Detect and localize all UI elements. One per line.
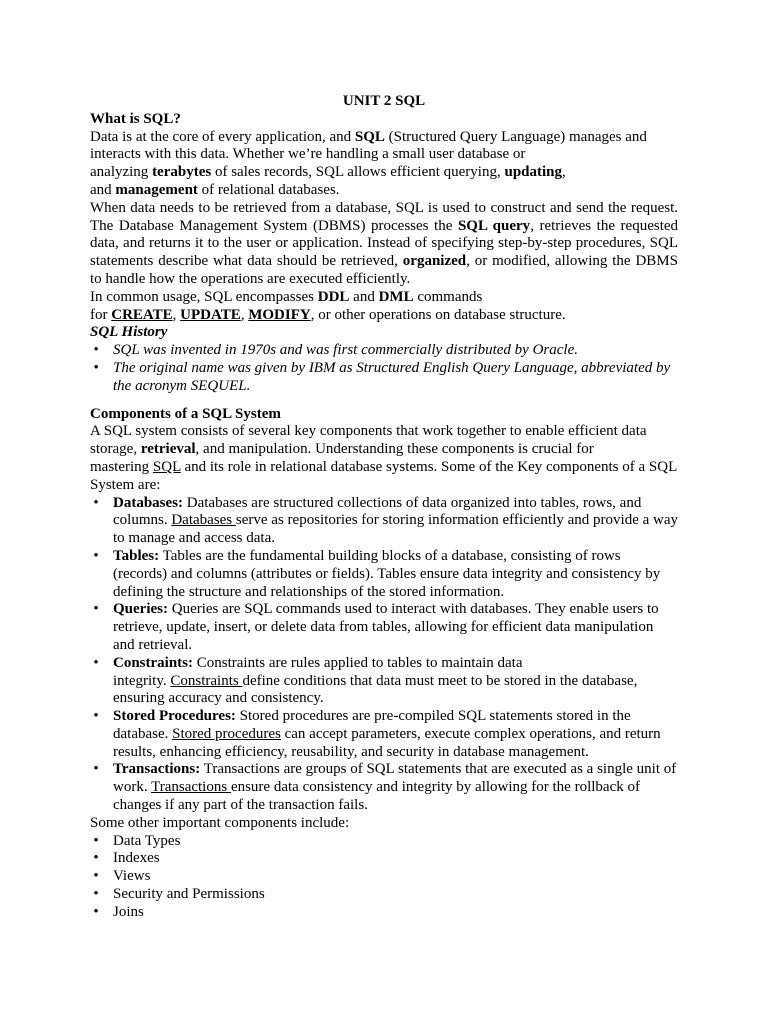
bullet-icon: • bbox=[93, 708, 99, 725]
link-create[interactable]: CREATE bbox=[111, 306, 173, 323]
paragraph-intro: Data is at the core of every application, and SQL (Structured Query Language) manages and interacts with this data. Whether we’re handling a small user database or analyzing terabytes of sales records, SQL allows efficient querying, updating, and management of relational databases. bbox=[90, 128, 647, 198]
list-item: • Views bbox=[90, 868, 678, 886]
history-list bbox=[90, 342, 678, 395]
bullet-icon: • bbox=[93, 342, 99, 359]
list-item: • Queries: Queries are SQL commands used to interact with databases. They enable users to retrieve, update, insert, or delete data from tables, allowing for efficient data manipulation and retrieval. bbox=[90, 601, 678, 654]
bullet-icon: • bbox=[93, 494, 99, 511]
link-sql[interactable]: SQL bbox=[152, 458, 181, 475]
list-item: • Transactions: Transactions are groups of SQL statements that are executed as a single unit of work. Transactions ensure data consistency and integrity by allowing for the rollback of changes if any part of the transaction fails. bbox=[90, 761, 678, 814]
bullet-icon: • bbox=[93, 832, 99, 849]
bullet-icon: • bbox=[93, 868, 99, 885]
bullet-icon: • bbox=[93, 654, 99, 671]
paragraph-components-intro: A SQL system consists of several key components that work together to enable efficient data storage, retrieval, and manipulation. Understanding these components is crucial for mastering SQL and its role in relational database systems. Some of the Key components of a SQL System are: bbox=[90, 423, 677, 493]
section-heading-history: SQL History bbox=[90, 324, 168, 341]
list-item: • SQL was invented in 1970s and was first commercially distributed by Oracle. bbox=[90, 342, 678, 360]
paragraph-common-usage: In common usage, SQL encompasses DDL and DML commands for CREATE, UPDATE, MODIFY, or other operations on database structure. bbox=[90, 288, 566, 323]
bullet-icon: • bbox=[93, 886, 99, 903]
list-item: • The original name was given by IBM as Structured English Query Language, abbreviated by the acronym SEQUEL. bbox=[90, 360, 678, 396]
bullet-icon: • bbox=[93, 761, 99, 778]
list-item: • Joins bbox=[90, 904, 678, 922]
section-heading-what-is-sql: What is SQL? bbox=[90, 110, 181, 127]
link-constraints[interactable]: Constraints bbox=[170, 672, 243, 689]
link-databases[interactable]: Databases bbox=[171, 512, 236, 529]
link-modify[interactable]: MODIFY bbox=[248, 306, 311, 323]
section-heading-components: Components of a SQL System bbox=[90, 405, 281, 422]
document-page bbox=[90, 93, 678, 922]
page-title: UNIT 2 SQL bbox=[342, 93, 426, 109]
other-components-list bbox=[90, 833, 678, 922]
bullet-icon: • bbox=[93, 359, 99, 376]
bullet-icon: • bbox=[93, 850, 99, 867]
list-item: • Databases: Databases are structured collections of data organized into tables, rows, and columns. Databases serve as repositories for storing information efficiently and provide a way to manage and access data. bbox=[90, 495, 678, 548]
other-components-heading: Some other important components include: bbox=[90, 814, 350, 831]
bullet-icon: • bbox=[93, 547, 99, 564]
bullet-icon: • bbox=[93, 903, 99, 920]
list-item: • Tables: Tables are the fundamental building blocks of a database, consisting of rows (records) and columns (attributes or fields). Tables ensure data integrity and consistency by defining the structure and relationships of the stored information. bbox=[90, 548, 678, 601]
list-item: • Stored Procedures: Stored procedures are pre-compiled SQL statements stored in the database. Stored procedures can accept parameters, execute complex operations, and return results, enhancing efficiency, reusability, and security in database management. bbox=[90, 708, 678, 761]
paragraph-dbms: When data needs to be retrieved from a database, SQL is used to construct and send the request. The Database Management System (DBMS) processes the SQL query, retrieves the requested data, and returns it to the user or application. Instead of specifying step-by-step procedures, SQL statements describe what data should be retrieved, organized, or modified, allowing the DBMS to handle how the operations are executed efficiently. bbox=[90, 199, 679, 287]
list-item: • Data Types bbox=[90, 833, 678, 851]
link-stored-procedures[interactable]: Stored procedures bbox=[172, 725, 281, 742]
link-transactions[interactable]: Transactions bbox=[151, 779, 231, 796]
components-list bbox=[90, 495, 678, 815]
list-item: • Security and Permissions bbox=[90, 886, 678, 904]
list-item: • Indexes bbox=[90, 850, 678, 868]
list-item: • Constraints: Constraints are rules applied to tables to maintain data integrity. Constraints define conditions that data must meet to be stored in the database, ensuring accuracy and consistency. bbox=[90, 655, 678, 708]
bullet-icon: • bbox=[93, 601, 99, 618]
link-update[interactable]: UPDATE bbox=[180, 306, 241, 323]
